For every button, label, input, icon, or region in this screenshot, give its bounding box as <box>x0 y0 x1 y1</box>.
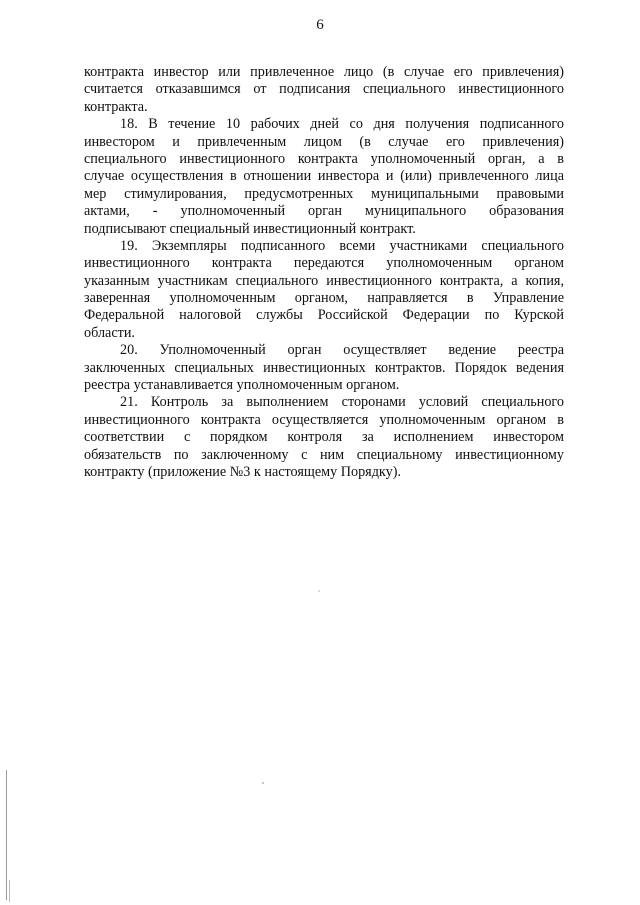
text-line: случае осуществления в отношении инвестора и (или) привлеченного лица <box>84 168 564 185</box>
text-line: мер стимулирования, предусмотренных муниципальными правовыми <box>84 185 564 202</box>
page-number: 6 <box>316 17 324 33</box>
text-line: считается отказавшимся от подписания специального инвестиционного <box>84 81 564 98</box>
document-body <box>84 64 564 481</box>
text-line: заключенных специальных инвестиционных контрактов. Порядок ведения <box>84 359 564 376</box>
text-line: соответствии с порядком контроля за исполнением инвестором <box>84 429 564 446</box>
text-line: специального инвестиционного контракта уполномоченный орган, а в <box>84 150 564 167</box>
text-line: заверенная уполномоченным органом, направляется в Управление <box>84 290 564 307</box>
text-line: 18. В течение 10 рабочих дней со дня получения подписанного <box>120 116 564 133</box>
text-line: 19. Экземпляры подписанного всеми участниками специального <box>120 237 564 254</box>
scan-edge-mark <box>9 880 10 902</box>
scan-speck <box>262 782 264 784</box>
text-line: Федеральной налоговой службы Российской Федерации по Курской <box>84 307 564 324</box>
text-line: инвестором и привлеченным лицом (в случае его привлечения) <box>84 133 564 150</box>
scan-speck <box>318 590 320 592</box>
text-line: контракта. <box>84 98 148 115</box>
text-line: актами, - уполномоченный орган муниципального образования <box>84 203 564 220</box>
text-line: 20. Уполномоченный орган осуществляет ведение реестра <box>120 342 564 359</box>
text-line: реестра устанавливается уполномоченным органом. <box>84 377 400 394</box>
text-line: инвестиционного контракта осуществляется уполномоченным органом в <box>84 411 564 428</box>
text-line: обязательств по заключенному с ним специальному инвестиционному <box>84 446 564 463</box>
text-line: инвестиционного контракта передаются уполномоченным органом <box>84 255 564 272</box>
text-line: контракта инвестор или привлеченное лицо (в случае его привлечения) <box>84 64 564 80</box>
text-line: 21. Контроль за выполнением сторонами условий специального <box>120 394 564 411</box>
text-line: контракту (приложение №3 к настоящему Порядку). <box>84 463 401 480</box>
text-line: указанным участникам специального инвестиционного контракта, а копия, <box>84 272 564 289</box>
text-line: подписывают специальный инвестиционный контракт. <box>84 220 416 237</box>
text-line: области. <box>84 324 135 341</box>
scan-edge-mark <box>6 770 7 900</box>
